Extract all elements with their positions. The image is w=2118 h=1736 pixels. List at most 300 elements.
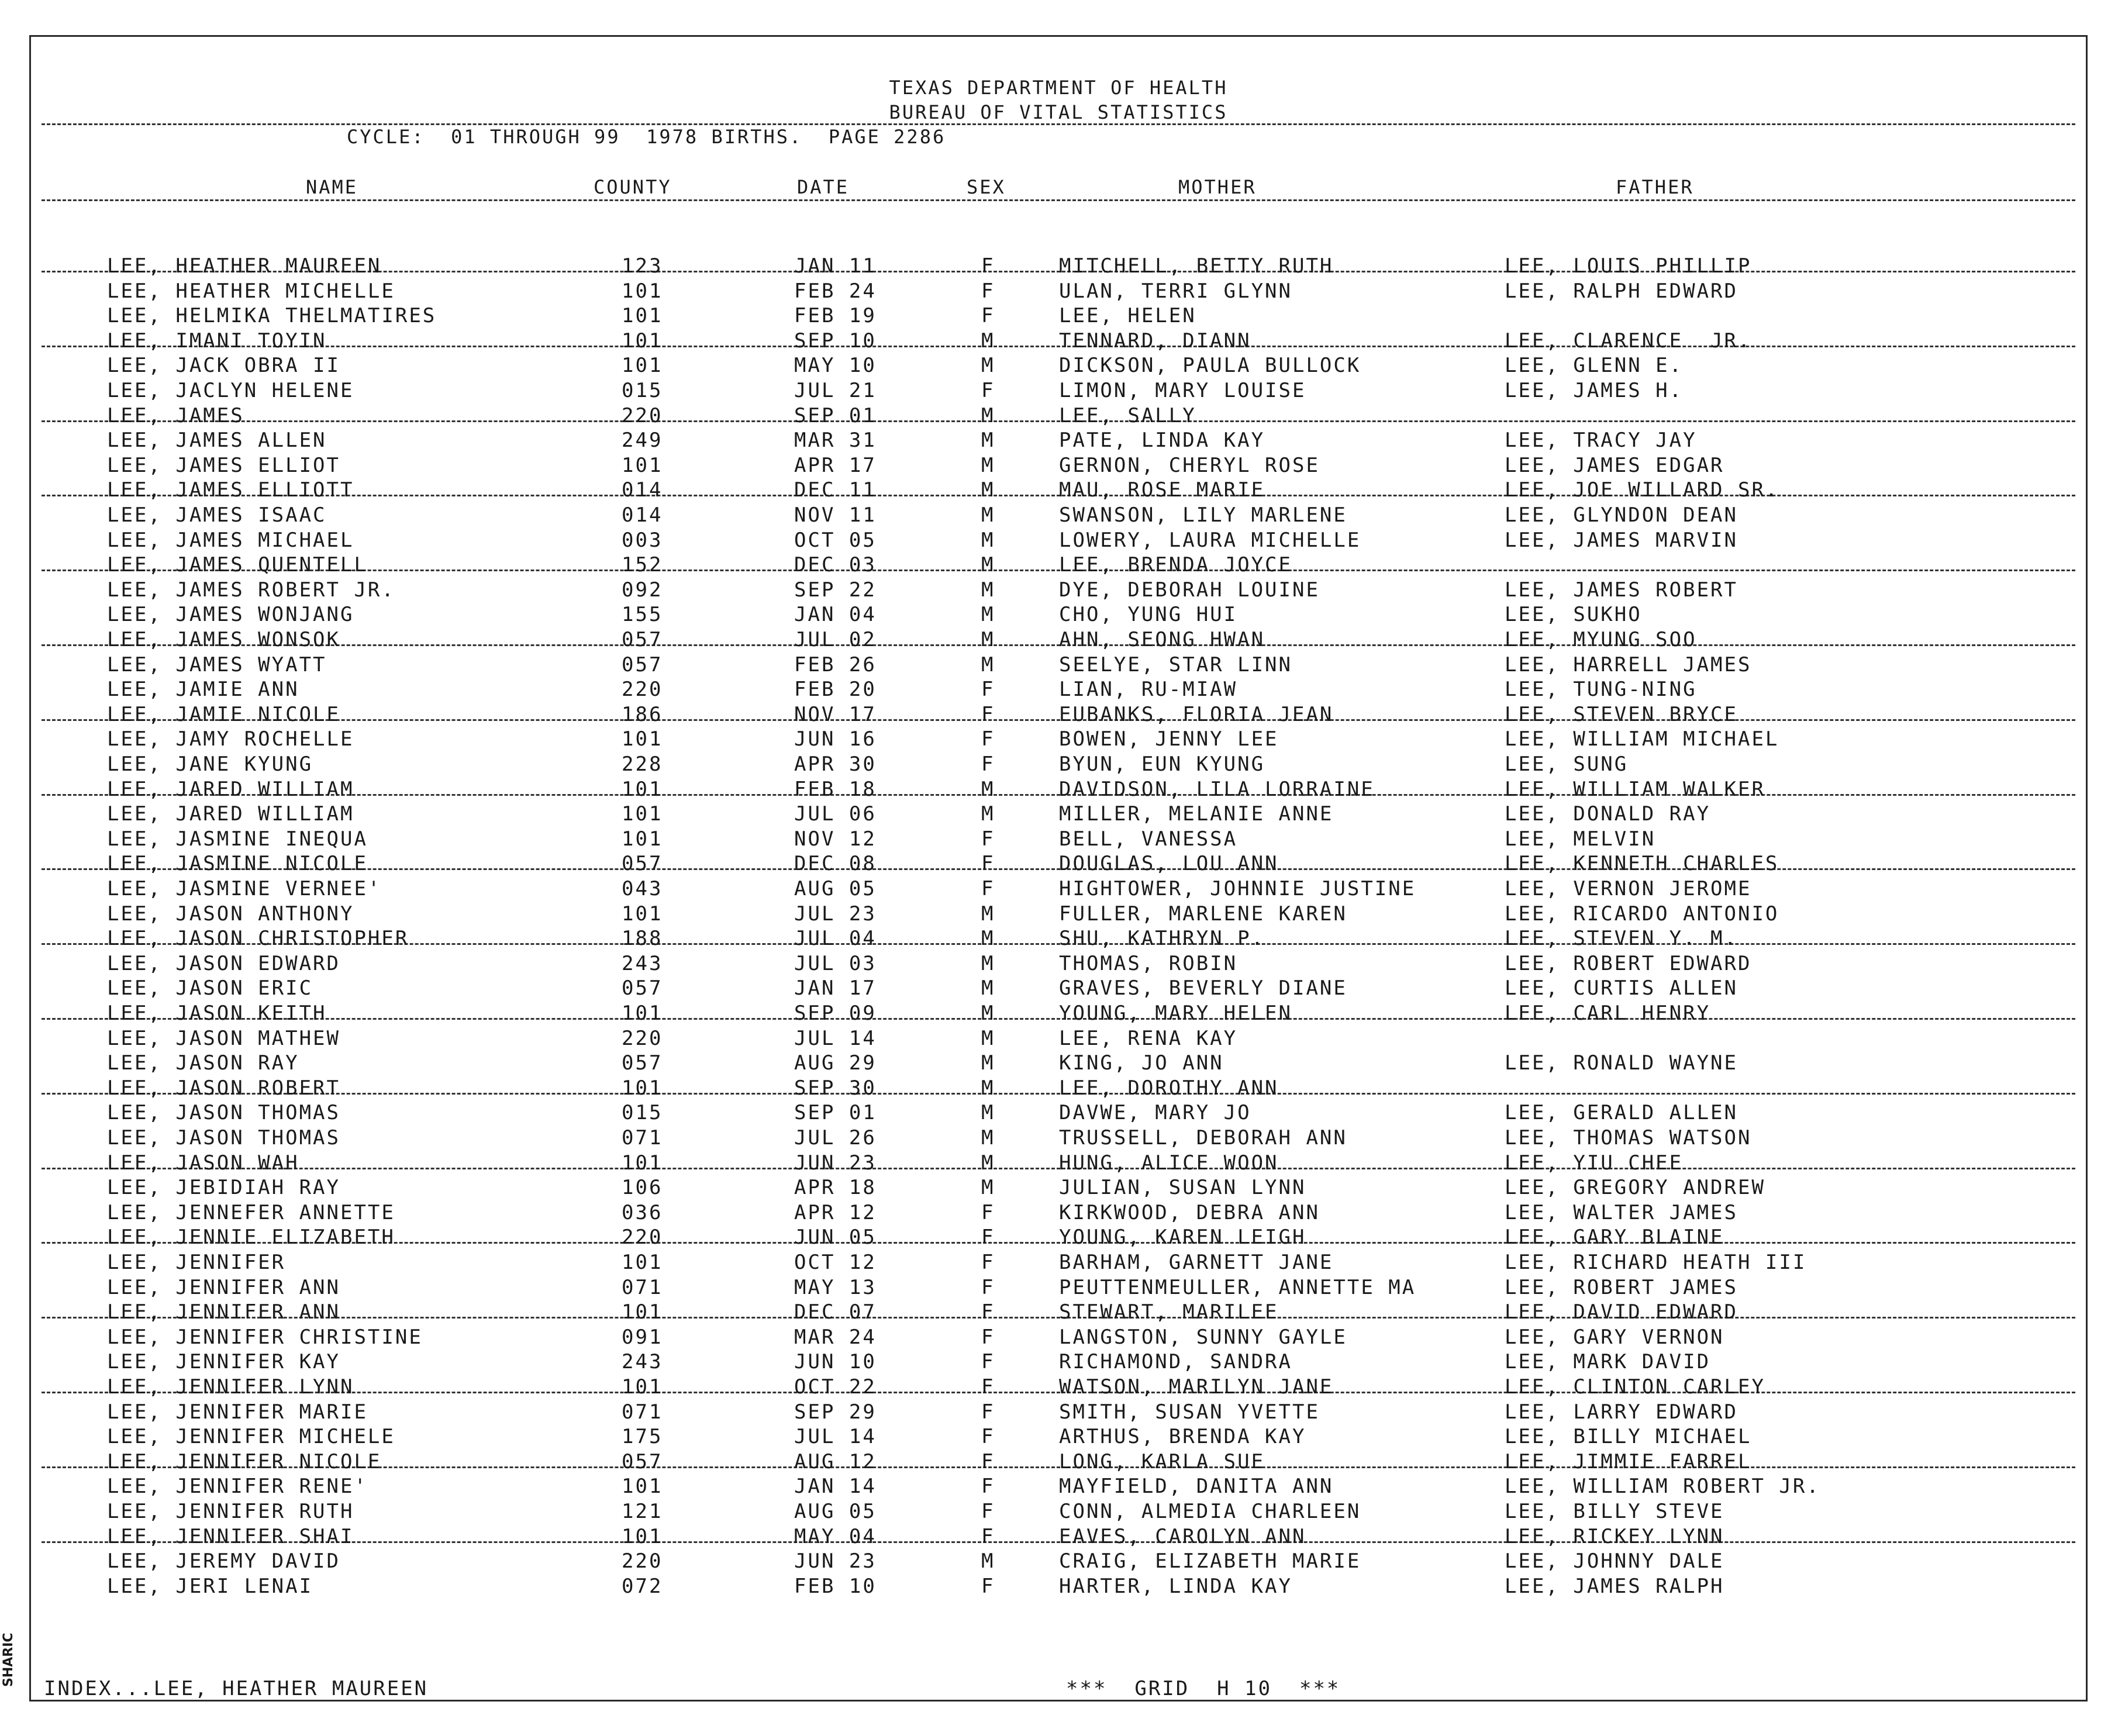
record-sex: F (981, 304, 995, 328)
record-mother: MAU, ROSE MARIE (1059, 478, 1265, 502)
record-row (31, 429, 2086, 453)
record-name: LEE, JENNIFER RENE' (107, 1475, 368, 1499)
record-row (31, 1176, 2086, 1200)
record-sex: F (981, 1500, 995, 1523)
record-father: LEE, KENNETH CHARLES (1505, 852, 1779, 876)
record-mother: LEE, SALLY (1059, 403, 1196, 427)
record-county: 015 (622, 1101, 663, 1125)
record-row (31, 778, 2086, 802)
record-row (31, 1151, 2086, 1176)
record-row (31, 1500, 2086, 1524)
record-underline (42, 1168, 2075, 1169)
record-date: NOV 12 (794, 827, 877, 851)
record-sex: F (981, 1375, 995, 1399)
record-sex: M (981, 478, 995, 502)
record-date: OCT 12 (794, 1251, 877, 1274)
record-name: LEE, JENNIFER KAY (107, 1350, 340, 1374)
record-father: LEE, JAMES EDGAR (1505, 453, 1724, 477)
record-row (31, 1326, 2086, 1350)
record-date: AUG 05 (794, 1500, 877, 1523)
record-county: 101 (622, 1375, 663, 1399)
record-county: 106 (622, 1176, 663, 1200)
record-sex: F (981, 1449, 995, 1473)
record-sex: F (981, 1226, 995, 1250)
record-name: LEE, HEATHER MICHELLE (107, 279, 395, 303)
record-mother: ARTHUS, BRENDA KAY (1059, 1425, 1306, 1449)
record-name: LEE, IMANI TOYIN (107, 329, 327, 353)
record-row (31, 1400, 2086, 1425)
record-father: LEE, CLINTON CARLEY (1505, 1375, 1765, 1399)
record-row (31, 927, 2086, 951)
column-header-name: NAME (306, 176, 358, 198)
record-row (31, 304, 2086, 329)
record-name: LEE, HELMIKA THELMATIRES (107, 304, 437, 328)
record-row (31, 1101, 2086, 1126)
record-date: APR 18 (794, 1176, 877, 1200)
record-date: JUN 10 (794, 1350, 877, 1374)
record-sex: F (981, 1574, 995, 1598)
record-mother: CONN, ALMEDIA CHARLEEN (1059, 1500, 1361, 1523)
record-mother: BELL, VANESSA (1059, 827, 1238, 851)
record-underline (42, 644, 2075, 646)
record-sex: M (981, 1026, 995, 1050)
record-name: LEE, JAMES WYATT (107, 653, 327, 677)
record-sex: M (981, 578, 995, 602)
record-mother: HARTER, LINDA KAY (1059, 1574, 1292, 1598)
record-underline (42, 719, 2075, 721)
record-mother: BOWEN, JENNY LEE (1059, 727, 1279, 751)
record-name: LEE, JANE KYUNG (107, 753, 313, 776)
grid-footer: *** GRID H 10 *** (1066, 1677, 1341, 1700)
record-date: JUL 04 (794, 927, 877, 951)
record-sex: F (981, 852, 995, 876)
record-sex: M (981, 603, 995, 627)
record-row (31, 727, 2086, 752)
record-mother: WATSON, MARILYN JANE (1059, 1375, 1334, 1399)
record-underline (42, 1317, 2075, 1319)
record-sex: F (981, 1200, 995, 1224)
record-name: LEE, JAMES WONSOK (107, 628, 340, 651)
record-mother: EUBANKS, FLORIA JEAN (1059, 702, 1334, 726)
record-date: OCT 05 (794, 528, 877, 552)
record-name: LEE, JENNIFER SHAI (107, 1524, 354, 1548)
record-mother: GERNON, CHERYL ROSE (1059, 453, 1320, 477)
record-date: JUL 21 (794, 379, 877, 402)
record-name: LEE, JENNIE ELIZABETH (107, 1226, 395, 1250)
bureau-title: BUREAU OF VITAL STATISTICS (889, 101, 1228, 123)
record-date: MAY 04 (794, 1524, 877, 1548)
record-row (31, 454, 2086, 478)
record-mother: MITCHELL, BETTY RUTH (1059, 254, 1334, 278)
record-row (31, 877, 2086, 902)
record-father: LEE, JOHNNY DALE (1505, 1549, 1724, 1573)
record-mother: PATE, LINDA KAY (1059, 429, 1265, 453)
record-name: LEE, JASON MATHEW (107, 1026, 340, 1050)
record-date: JUL 06 (794, 802, 877, 826)
record-father: LEE, MARK DAVID (1505, 1350, 1711, 1374)
record-row (31, 1549, 2086, 1574)
record-county: 101 (622, 777, 663, 801)
record-row (31, 753, 2086, 777)
record-name: LEE, JASON ANTHONY (107, 902, 354, 926)
record-mother: THOMAS, ROBIN (1059, 951, 1238, 975)
record-sex: M (981, 429, 995, 453)
department-title: TEXAS DEPARTMENT OF HEALTH (889, 77, 1228, 99)
column-header-county: COUNTY (594, 176, 672, 198)
record-county: 101 (622, 453, 663, 477)
record-name: LEE, JASMINE VERNEE' (107, 877, 382, 900)
record-father: LEE, WILLIAM ROBERT JR. (1505, 1475, 1820, 1499)
record-mother: FULLER, MARLENE KAREN (1059, 902, 1347, 926)
record-sex: F (981, 1251, 995, 1274)
record-mother: TRUSSELL, DEBORAH ANN (1059, 1126, 1347, 1150)
header-divider (42, 123, 2075, 125)
record-father: LEE, DONALD RAY (1505, 802, 1711, 826)
record-father: LEE, RICHARD HEATH III (1505, 1251, 1807, 1274)
record-name: LEE, JAMES MICHAEL (107, 528, 354, 552)
record-name: LEE, JASMINE INEQUA (107, 827, 368, 851)
record-date: JUL 14 (794, 1425, 877, 1449)
record-sex: F (981, 279, 995, 303)
record-county: 101 (622, 727, 663, 751)
record-name: LEE, JENNEFER ANNETTE (107, 1200, 395, 1224)
record-county: 121 (622, 1500, 663, 1523)
record-sex: M (981, 802, 995, 826)
record-row (31, 603, 2086, 627)
record-mother: SEELYE, STAR LINN (1059, 653, 1292, 677)
record-county: 101 (622, 1524, 663, 1548)
record-sex: F (981, 727, 995, 751)
record-date: SEP 30 (794, 1076, 877, 1100)
record-name: LEE, JAMES ELLIOTT (107, 478, 354, 502)
record-father: LEE, VERNON JEROME (1505, 877, 1752, 900)
record-date: NOV 11 (794, 503, 877, 527)
record-date: APR 17 (794, 453, 877, 477)
record-sex: M (981, 1051, 995, 1075)
record-mother: STEWART, MARILEE (1059, 1300, 1279, 1324)
record-date: AUG 12 (794, 1449, 877, 1473)
record-county: 101 (622, 1076, 663, 1100)
record-father: LEE, JAMES RALPH (1505, 1574, 1724, 1598)
record-mother: CHO, YUNG HUI (1059, 603, 1238, 627)
record-county: 228 (622, 753, 663, 776)
record-name: LEE, JERI LENAI (107, 1574, 313, 1598)
record-mother: DAVWE, MARY JO (1059, 1101, 1251, 1125)
record-county: 101 (622, 802, 663, 826)
record-date: APR 12 (794, 1200, 877, 1224)
record-county: 220 (622, 1026, 663, 1050)
record-row (31, 553, 2086, 578)
record-mother: YOUNG, MARY HELEN (1059, 1002, 1292, 1025)
record-date: JUN 05 (794, 1226, 877, 1250)
record-sex: F (981, 1425, 995, 1449)
column-header-sex: SEX (967, 176, 1006, 198)
record-date: FEB 24 (794, 279, 877, 303)
record-name: LEE, JAMIE ANN (107, 678, 299, 702)
record-mother: SMITH, SUSAN YVETTE (1059, 1400, 1320, 1424)
record-name: LEE, JASON THOMAS (107, 1126, 340, 1150)
record-row (31, 976, 2086, 1001)
record-county: 155 (622, 603, 663, 627)
record-row (31, 802, 2086, 827)
record-sex: M (981, 453, 995, 477)
record-row (31, 678, 2086, 702)
record-name: LEE, JAMES WONJANG (107, 603, 354, 627)
record-name: LEE, JAMES QUENTELL (107, 553, 368, 577)
record-county: 220 (622, 1549, 663, 1573)
record-father: LEE, RONALD WAYNE (1505, 1051, 1738, 1075)
record-mother: DICKSON, PAULA BULLOCK (1059, 354, 1361, 378)
record-county: 091 (622, 1325, 663, 1349)
record-mother: RICHAMOND, SANDRA (1059, 1350, 1292, 1374)
record-row (31, 1051, 2086, 1076)
record-row (31, 1276, 2086, 1300)
record-date: JAN 04 (794, 603, 877, 627)
record-county: 057 (622, 976, 663, 1000)
record-father: LEE, BILLY STEVE (1505, 1500, 1724, 1523)
record-date: MAY 10 (794, 354, 877, 378)
record-name: LEE, JENNIFER RUTH (107, 1500, 354, 1523)
record-sex: M (981, 1002, 995, 1025)
record-county: 101 (622, 354, 663, 378)
record-father: LEE, BILLY MICHAEL (1505, 1425, 1752, 1449)
record-father: LEE, CURTIS ALLEN (1505, 976, 1738, 1000)
record-row (31, 254, 2086, 279)
record-mother: TENNARD, DIANN (1059, 329, 1251, 353)
record-name: LEE, JENNIFER ANN (107, 1275, 340, 1299)
record-father: LEE, THOMAS WATSON (1505, 1126, 1752, 1150)
record-father: LEE, JAMES H. (1505, 379, 1684, 402)
record-father: LEE, ROBERT JAMES (1505, 1275, 1738, 1299)
record-date: FEB 19 (794, 304, 877, 328)
record-county: 101 (622, 1002, 663, 1025)
record-row (31, 1201, 2086, 1226)
record-underline (42, 420, 2075, 422)
record-row (31, 1300, 2086, 1325)
record-county: 057 (622, 628, 663, 651)
record-date: JAN 17 (794, 976, 877, 1000)
record-mother: LEE, DOROTHY ANN (1059, 1076, 1279, 1100)
record-underline (42, 346, 2075, 347)
record-father: LEE, GERALD ALLEN (1505, 1101, 1738, 1125)
record-row (31, 379, 2086, 403)
record-mother: SHU, KATHRYN P. (1059, 927, 1265, 951)
record-mother: HUNG, ALICE WOON (1059, 1151, 1279, 1175)
record-father: LEE, GARY VERNON (1505, 1325, 1724, 1349)
record-father: LEE, HARRELL JAMES (1505, 653, 1752, 677)
record-name: LEE, JENNIFER MICHELE (107, 1425, 395, 1449)
record-mother: ULAN, TERRI GLYNN (1059, 279, 1292, 303)
record-county: 101 (622, 1475, 663, 1499)
record-row (31, 1076, 2086, 1101)
record-sex: M (981, 503, 995, 527)
record-sex: M (981, 1126, 995, 1150)
record-name: LEE, JASON RAY (107, 1051, 299, 1075)
record-mother: LEE, HELEN (1059, 304, 1196, 328)
record-mother: BARHAM, GARNETT JANE (1059, 1251, 1334, 1274)
record-county: 123 (622, 254, 663, 278)
record-sex: M (981, 1176, 995, 1200)
record-sex: M (981, 1549, 995, 1573)
record-sex: F (981, 1400, 995, 1424)
record-row (31, 503, 2086, 528)
record-county: 071 (622, 1126, 663, 1150)
record-row (31, 478, 2086, 503)
record-county: 015 (622, 379, 663, 402)
record-mother: LOWERY, LAURA MICHELLE (1059, 528, 1361, 552)
record-date: AUG 05 (794, 877, 877, 900)
record-name: LEE, HEATHER MAUREEN (107, 254, 382, 278)
record-sex: M (981, 354, 995, 378)
record-sex: F (981, 678, 995, 702)
record-sex: F (981, 254, 995, 278)
record-row (31, 902, 2086, 927)
record-sex: M (981, 1076, 995, 1100)
record-father: LEE, GLENN E. (1505, 354, 1684, 378)
record-father: LEE, STEVEN BRYCE (1505, 702, 1738, 726)
record-county: 243 (622, 1350, 663, 1374)
record-row (31, 1126, 2086, 1151)
record-father: LEE, RICARDO ANTONIO (1505, 902, 1779, 926)
record-row (31, 279, 2086, 304)
record-row (31, 1002, 2086, 1026)
record-sex: F (981, 1524, 995, 1548)
record-father: LEE, LOUIS PHILLIP (1505, 254, 1752, 278)
record-father: LEE, MYUNG SOO (1505, 628, 1697, 651)
record-sex: M (981, 976, 995, 1000)
record-date: FEB 20 (794, 678, 877, 702)
record-county: 036 (622, 1200, 663, 1224)
record-date: NOV 17 (794, 702, 877, 726)
record-date: SEP 29 (794, 1400, 877, 1424)
record-county: 175 (622, 1425, 663, 1449)
record-name: LEE, JAMES ISAAC (107, 503, 327, 527)
record-row (31, 653, 2086, 678)
record-mother: JULIAN, SUSAN LYNN (1059, 1176, 1306, 1200)
record-county: 101 (622, 1300, 663, 1324)
column-header-father: FATHER (1616, 176, 1694, 198)
record-county: 101 (622, 902, 663, 926)
record-row (31, 1251, 2086, 1275)
record-mother: SWANSON, LILY MARLENE (1059, 503, 1347, 527)
record-underline (42, 1093, 2075, 1095)
record-county: 057 (622, 1051, 663, 1075)
record-name: LEE, JARED WILLIAM (107, 802, 354, 826)
record-county: 014 (622, 503, 663, 527)
record-name: LEE, JACLYN HELENE (107, 379, 354, 402)
record-father: LEE, TUNG-NING (1505, 678, 1697, 702)
record-name: LEE, JENNIFER ANN (107, 1300, 340, 1324)
record-father: LEE, SUKHO (1505, 603, 1642, 627)
record-name: LEE, JENNIFER NICOLE (107, 1449, 382, 1473)
record-underline (42, 1018, 2075, 1020)
record-sex: M (981, 628, 995, 651)
record-date: MAY 13 (794, 1275, 877, 1299)
record-mother: CRAIG, ELIZABETH MARIE (1059, 1549, 1361, 1573)
record-sex: F (981, 379, 995, 402)
record-sex: F (981, 1300, 995, 1324)
record-mother: LANGSTON, SUNNY GAYLE (1059, 1325, 1347, 1349)
record-mother: KIRKWOOD, DEBRA ANN (1059, 1200, 1320, 1224)
record-county: 220 (622, 1226, 663, 1250)
record-name: LEE, JASON ROBERT (107, 1076, 340, 1100)
record-sex: M (981, 329, 995, 353)
record-date: JAN 14 (794, 1475, 877, 1499)
record-father: LEE, CLARENCE JR. (1505, 329, 1752, 353)
record-county: 101 (622, 329, 663, 353)
record-name: LEE, JENNIFER MARIE (107, 1400, 368, 1424)
record-father: LEE, WILLIAM WALKER (1505, 777, 1765, 801)
record-county: 186 (622, 702, 663, 726)
index-footer: INDEX...LEE, HEATHER MAUREEN (44, 1677, 429, 1700)
record-name: LEE, JAMIE NICOLE (107, 702, 340, 726)
record-name: LEE, JAMES (107, 403, 244, 427)
record-row (31, 354, 2086, 378)
record-name: LEE, JENNIFER (107, 1251, 286, 1274)
record-mother: AHN, SEONG HWAN (1059, 628, 1265, 651)
record-date: JUL 26 (794, 1126, 877, 1150)
record-sex: M (981, 528, 995, 552)
record-father: LEE, ROBERT EDWARD (1505, 951, 1752, 975)
record-county: 220 (622, 678, 663, 702)
record-name: LEE, JAMY ROCHELLE (107, 727, 354, 751)
record-sex: M (981, 1151, 995, 1175)
record-sex: M (981, 653, 995, 677)
record-county: 014 (622, 478, 663, 502)
record-name: LEE, JASON EDWARD (107, 951, 340, 975)
record-father: LEE, MELVIN (1505, 827, 1656, 851)
record-county: 101 (622, 827, 663, 851)
record-date: DEC 03 (794, 553, 877, 577)
column-header-mother: MOTHER (1178, 176, 1257, 198)
record-name: LEE, JEBIDIAH RAY (107, 1176, 340, 1200)
record-name: LEE, JASON WAH (107, 1151, 299, 1175)
record-mother: DYE, DEBORAH LOUINE (1059, 578, 1320, 602)
record-father: LEE, YIU CHEE (1505, 1151, 1684, 1175)
record-mother: LEE, RENA KAY (1059, 1026, 1238, 1050)
record-mother: HIGHTOWER, JOHNNIE JUSTINE (1059, 877, 1416, 900)
record-row (31, 1350, 2086, 1375)
record-father: LEE, GLYNDON DEAN (1505, 503, 1738, 527)
record-mother: YOUNG, KAREN LEIGH (1059, 1226, 1306, 1250)
record-county: 071 (622, 1400, 663, 1424)
record-row (31, 952, 2086, 976)
record-date: SEP 01 (794, 1101, 877, 1125)
record-sex: M (981, 927, 995, 951)
record-date: SEP 01 (794, 403, 877, 427)
record-father: LEE, WALTER JAMES (1505, 1200, 1738, 1224)
record-county: 072 (622, 1574, 663, 1598)
record-name: LEE, JEREMY DAVID (107, 1549, 340, 1573)
record-county: 152 (622, 553, 663, 577)
microfiche-page (29, 35, 2088, 1702)
record-row (31, 329, 2086, 354)
record-county: 188 (622, 927, 663, 951)
record-date: FEB 10 (794, 1574, 877, 1598)
record-mother: MILLER, MELANIE ANNE (1059, 802, 1334, 826)
record-date: JUN 23 (794, 1151, 877, 1175)
record-sex: M (981, 403, 995, 427)
record-father: LEE, TRACY JAY (1505, 429, 1697, 453)
record-county: 101 (622, 1151, 663, 1175)
record-name: LEE, JENNIFER LYNN (107, 1375, 354, 1399)
record-county: 092 (622, 578, 663, 602)
record-date: SEP 09 (794, 1002, 877, 1025)
record-name: LEE, JAMES ELLIOT (107, 453, 340, 477)
record-date: MAR 24 (794, 1325, 877, 1349)
record-county: 071 (622, 1275, 663, 1299)
record-sex: F (981, 877, 995, 900)
